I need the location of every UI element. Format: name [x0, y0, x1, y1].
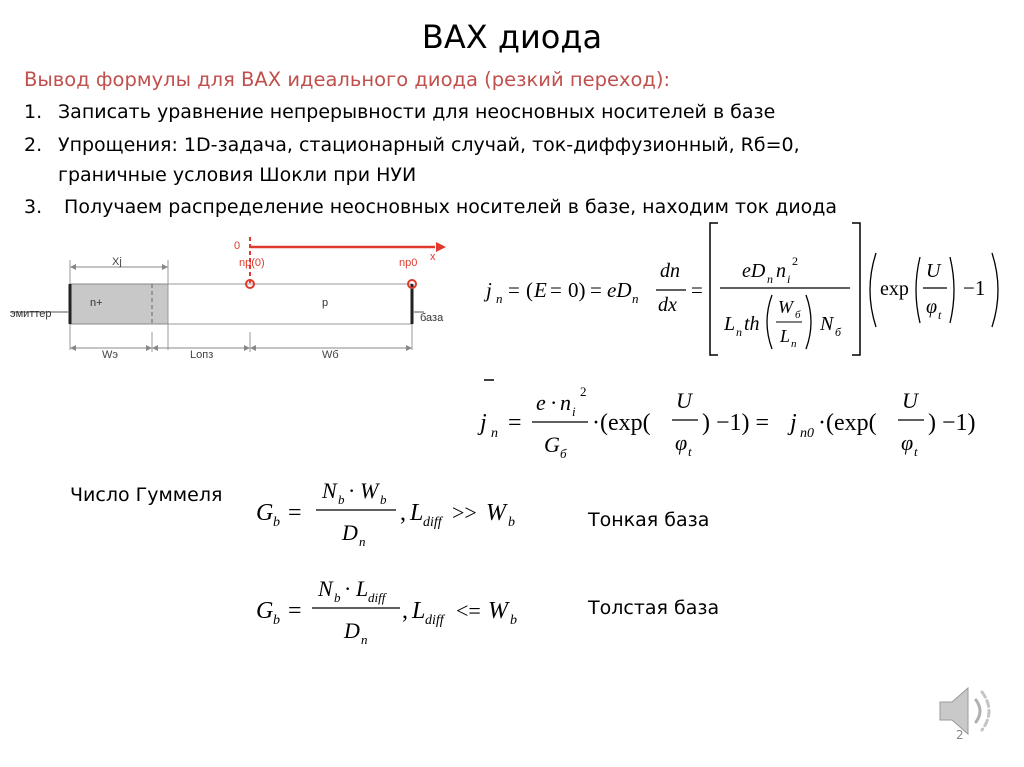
svg-text:G: G — [544, 432, 560, 457]
list-item-number: 2. — [24, 134, 43, 156]
thin-base-label: Тонкая база — [588, 509, 710, 531]
svg-text:,: , — [400, 500, 406, 526]
svg-text:e: e — [536, 390, 546, 415]
svg-text:L: L — [780, 326, 791, 346]
slide-title: ВАХ диода — [421, 18, 603, 56]
svg-text:b: b — [508, 515, 515, 530]
svg-text:n0: n0 — [800, 426, 814, 441]
svg-text:i: i — [787, 272, 791, 286]
gummel-number-label: Число Гуммеля — [70, 484, 223, 506]
slide-subtitle: Вывод формулы для ВАХ идеального диода (резкий переход): — [24, 68, 671, 91]
xj-label: Xj — [112, 256, 122, 268]
svg-text:φ: φ — [901, 430, 914, 455]
svg-text:L: L — [412, 598, 426, 624]
axis-x-label: x — [430, 251, 436, 263]
p-region — [168, 284, 412, 324]
svg-text:n: n — [491, 426, 498, 441]
svg-text:2: 2 — [580, 384, 587, 399]
svg-text:t: t — [688, 444, 692, 459]
svg-text:N: N — [322, 478, 337, 503]
svg-text:n: n — [361, 632, 368, 647]
pn-structure-diagram — [10, 232, 450, 367]
svg-text:L: L — [724, 313, 736, 335]
svg-text:n: n — [791, 338, 797, 350]
svg-text:<=: <= — [456, 598, 481, 623]
svg-text:=: = — [288, 500, 302, 526]
svg-text:j: j — [480, 410, 487, 436]
svg-text:L: L — [410, 500, 424, 526]
svg-text:·: · — [344, 576, 352, 601]
speaker-icon[interactable] — [934, 678, 1000, 744]
svg-text:U: U — [902, 388, 918, 413]
svg-text:D: D — [342, 520, 358, 545]
svg-text:N: N — [318, 576, 333, 601]
svg-text:n: n — [767, 272, 773, 286]
svg-text:W: W — [486, 500, 506, 526]
svg-text:U: U — [926, 260, 941, 282]
svg-text:б: б — [835, 325, 842, 339]
n-plus-region — [70, 284, 168, 324]
svg-text:=: = — [288, 598, 302, 624]
svg-text:b: b — [334, 590, 341, 605]
svg-text:n: n — [776, 260, 786, 282]
svg-text:E: E — [534, 278, 547, 302]
formula-gummel-thick-base — [250, 566, 560, 656]
emitter-label: эмиттер — [10, 308, 52, 320]
list-item-number: 3. — [24, 196, 43, 218]
svg-text:2: 2 — [792, 254, 798, 268]
svg-text:=: = — [590, 278, 602, 302]
svg-text:L: L — [356, 576, 369, 601]
svg-text:) −1) =: ) −1) = — [702, 410, 770, 436]
we-label: Wэ — [102, 349, 118, 361]
svg-text:b: b — [273, 613, 280, 628]
svg-text:) −1): ) −1) — [928, 410, 976, 436]
svg-text:,: , — [402, 598, 408, 624]
svg-text:n: n — [359, 534, 366, 549]
svg-text:=: = — [550, 278, 562, 302]
list-item-2-continuation: граничные условия Шокли при НУИ — [58, 164, 417, 186]
lops-label: Lопз — [190, 349, 214, 361]
svg-text:b: b — [380, 492, 387, 507]
svg-text:b: b — [510, 613, 517, 628]
svg-text:diff: diff — [423, 515, 442, 530]
formula-jn-gummel — [470, 368, 1000, 468]
svg-text:б: б — [560, 446, 567, 461]
svg-text:б: б — [795, 309, 801, 321]
svg-text:b: b — [338, 492, 345, 507]
svg-text:−1: −1 — [963, 276, 986, 300]
svg-text:=: = — [508, 278, 520, 302]
svg-text:U: U — [676, 388, 692, 413]
formula-jn-diffusion — [480, 215, 1010, 360]
thick-base-label: Толстая база — [588, 597, 720, 619]
svg-text:n: n — [736, 325, 742, 339]
svg-text:exp: exp — [880, 278, 909, 300]
np0-left-label: np(0) — [239, 257, 265, 269]
svg-text:·: · — [550, 390, 558, 415]
p-label: p — [322, 297, 329, 309]
n-plus-label: n+ — [90, 297, 103, 309]
svg-text:n: n — [496, 291, 503, 306]
svg-text:W: W — [488, 598, 508, 624]
svg-text:(: ( — [526, 278, 533, 302]
list-item-text: Получаем распределение неосновных носителей в базе, находим ток диода — [58, 196, 838, 218]
svg-text:eD: eD — [742, 260, 766, 282]
svg-text:φ: φ — [675, 430, 688, 455]
svg-text:D: D — [344, 618, 360, 643]
base-label: база — [420, 312, 444, 324]
svg-text:n: n — [632, 291, 639, 306]
svg-text:=: = — [508, 410, 522, 436]
svg-text:eD: eD — [607, 278, 632, 302]
svg-text:0): 0) — [568, 278, 586, 302]
svg-text:·(exp(: ·(exp( — [818, 410, 877, 436]
svg-text:dn: dn — [660, 260, 680, 282]
svg-text:i: i — [572, 404, 576, 419]
svg-text:·(exp(: ·(exp( — [592, 410, 651, 436]
svg-text:b: b — [273, 515, 280, 530]
formula-gummel-thin-base — [250, 468, 560, 558]
list-item-1 — [24, 101, 775, 123]
svg-text:j: j — [486, 278, 492, 302]
svg-text:dx: dx — [658, 294, 677, 316]
svg-text:j: j — [790, 410, 797, 436]
svg-text:diff: diff — [425, 613, 444, 628]
list-item-text: Упрощения: 1D-задача, стационарный случай, ток-диффузионный, Rб=0, — [58, 134, 800, 156]
np0-right-label: np0 — [399, 257, 418, 269]
svg-text:t: t — [938, 308, 942, 322]
svg-text:G: G — [256, 500, 274, 526]
page-number: 2 — [956, 728, 964, 742]
svg-text:·: · — [348, 478, 356, 503]
axis-origin-label: 0 — [234, 240, 241, 252]
svg-text:diff: diff — [368, 590, 386, 605]
svg-text:th: th — [744, 313, 760, 335]
svg-text:=: = — [691, 278, 703, 302]
svg-text:W: W — [778, 297, 793, 317]
svg-text:N: N — [820, 313, 834, 335]
svg-text:t: t — [914, 444, 918, 459]
svg-text:>>: >> — [452, 500, 477, 525]
svg-text:G: G — [256, 598, 274, 624]
svg-text:φ: φ — [926, 296, 938, 318]
svg-text:n: n — [560, 390, 571, 415]
wb-label: Wб — [322, 349, 339, 361]
svg-text:W: W — [360, 478, 379, 503]
list-item-text: Записать уравнение непрерывности для неосновных носителей в базе — [58, 101, 776, 123]
list-item-number: 1. — [24, 101, 43, 123]
list-item-2 — [24, 134, 800, 156]
